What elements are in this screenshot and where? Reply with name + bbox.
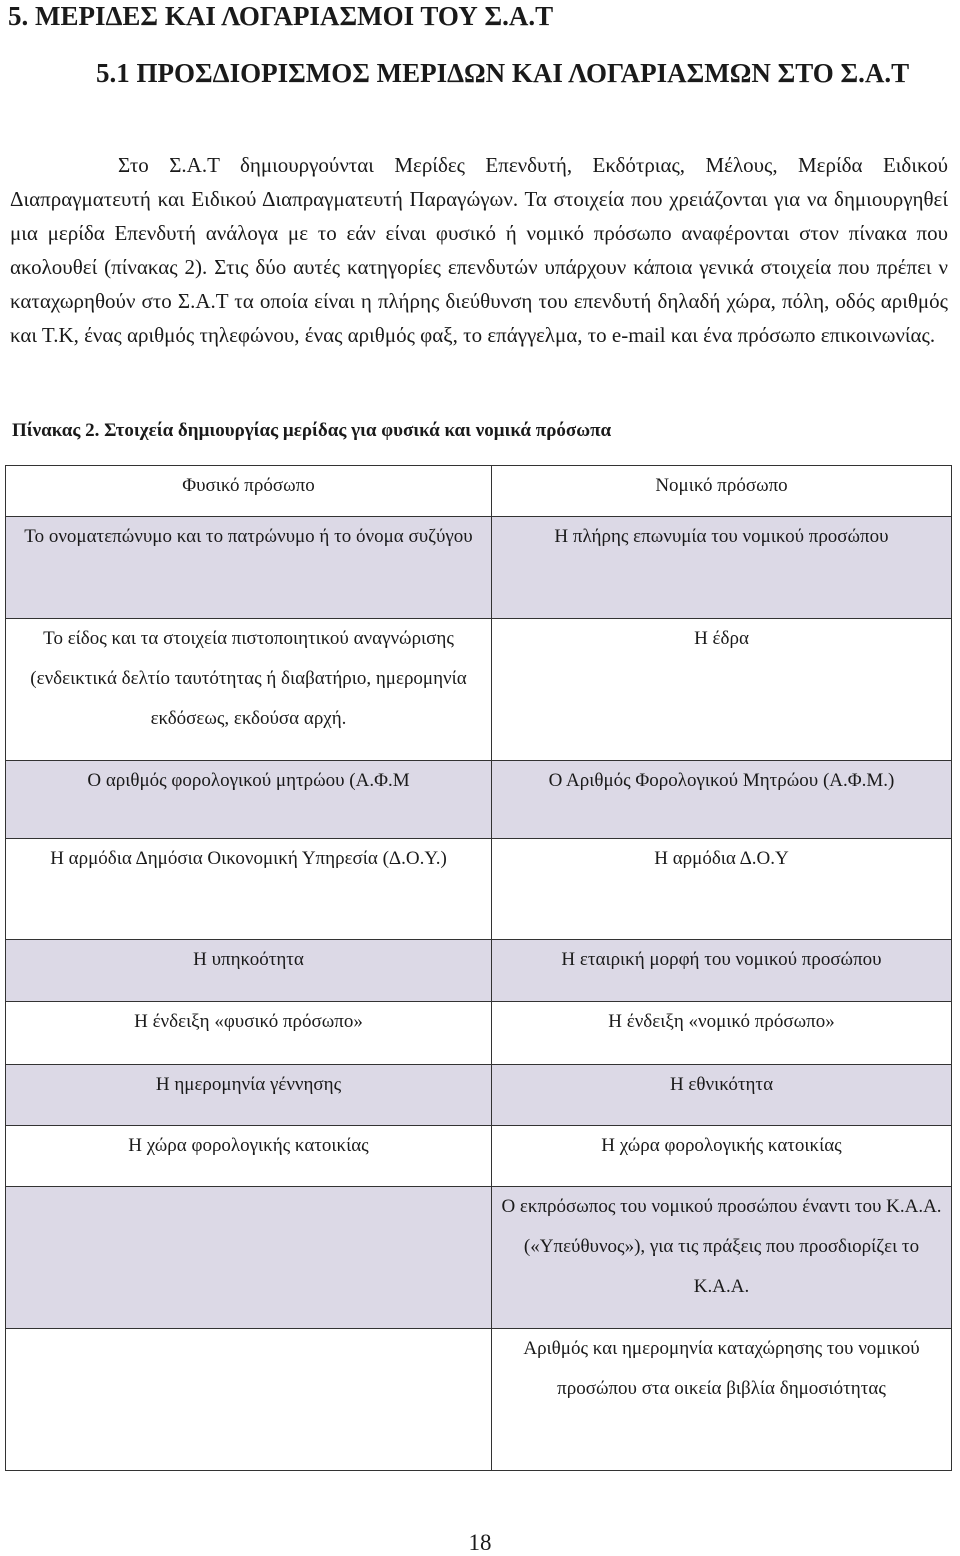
table-cell: Η ένδειξη «φυσικό πρόσωπο» xyxy=(6,1002,492,1065)
table-row xyxy=(6,940,952,1002)
page-number: 18 xyxy=(468,1530,492,1555)
table-cell: Η έδρα xyxy=(492,619,952,761)
table-cell: Η υπηκοότητα xyxy=(6,940,492,1002)
header-cell-legal-person: Νομικό πρόσωπο xyxy=(492,466,952,517)
table-cell: Αριθμός και ημερομηνία καταχώρησης του νομικού προσώπου στα οικεία βιβλία δημοσιότητας xyxy=(492,1329,952,1471)
section-heading: 5. ΜΕΡΙΔΕΣ ΚΑΙ ΛΟΓΑΡΙΑΣΜΟΙ ΤΟΥ Σ.Α.Τ xyxy=(8,1,554,31)
table-cell: Η χώρα φορολογικής κατοικίας xyxy=(492,1126,952,1187)
table-cell: Η εθνικότητα xyxy=(492,1065,952,1126)
subsection-heading: 5.1 ΠΡΟΣΔΙΟΡΙΣΜΟΣ ΜΕΡΙΔΩΝ ΚΑΙ ΛΟΓΑΡΙΑΣΜΩΝ ΣΤΟ Σ.Α.Τ xyxy=(96,58,910,88)
table-cell: Η ημερομηνία γέννησης xyxy=(6,1065,492,1126)
table-cell: Η αρμόδια Δημόσια Οικονομική Υπηρεσία (Δ.Ο.Υ.) xyxy=(6,839,492,940)
table-cell: Ο αριθμός φορολογικού μητρώου (Α.Φ.Μ xyxy=(6,761,492,839)
table-caption: Πίνακας 2. Στοιχεία δημιουργίας μερίδας για φυσικά και νομικά πρόσωπα xyxy=(12,420,612,441)
table-row xyxy=(6,1187,952,1329)
table-cell: Η πλήρης επωνυμία του νομικού προσώπου xyxy=(492,517,952,619)
table-row xyxy=(6,839,952,940)
table-row xyxy=(6,1329,952,1471)
table-row xyxy=(6,619,952,761)
table-cell: Ο Αριθμός Φορολογικού Μητρώου (Α.Φ.Μ.) xyxy=(492,761,952,839)
table-header-row xyxy=(6,466,952,517)
table-cell: Η χώρα φορολογικής κατοικίας xyxy=(6,1126,492,1187)
table-cell xyxy=(6,1187,492,1329)
body-paragraph xyxy=(10,148,948,352)
table-cell: Το είδος και τα στοιχεία πιστοποιητικού αναγνώρισης (ενδεικτικά δελτίο ταυτότητας ή διαβατήριο, ημερομηνία εκδόσεως, εκδούσα αρχή. xyxy=(6,619,492,761)
header-cell-natural-person: Φυσικό πρόσωπο xyxy=(6,466,492,517)
table-row xyxy=(6,1126,952,1187)
table-row xyxy=(6,1002,952,1065)
table-row xyxy=(6,517,952,619)
table-row xyxy=(6,1065,952,1126)
table-cell: Η αρμόδια Δ.Ο.Υ xyxy=(492,839,952,940)
table-cell xyxy=(6,1329,492,1471)
table-cell: Η ένδειξη «νομικό πρόσωπο» xyxy=(492,1002,952,1065)
table-cell: Ο εκπρόσωπος του νομικού προσώπου έναντι του Κ.Α.Α. («Υπεύθυνος»), για τις πράξεις που προσδιορίζει το Κ.Α.Α. xyxy=(492,1187,952,1329)
body-paragraph-text: Στο Σ.Α.Τ δημιουργούνται Μερίδες Επενδυτή, Εκδότριας, Μέλους, Μερίδα Ειδικού Διαπραγματευτή και Ειδικού Διαπραγματευτή Παραγώγων. Τα στοιχεία που χρειάζονται για να δημιουργηθεί μια μερίδα Επενδυτή ανάλογα με το εάν είναι φυσικό ή νομικό πρόσωπο αναφέρονται στον πίνακα που ακολουθεί (πίνακας 2). Στις δύο αυτές κατηγορίες επενδυτών υπάρχουν κάποια γενικά στοιχεία που πρέπει ν καταχωρηθούν στο Σ.Α.Τ τα οποία είναι η πλήρης διεύθυνση του επενδυτή δηλαδή χώρα, πόλη, οδός αριθμός και Τ.Κ, ένας αριθμός τηλεφώνου, ένας αριθμός φαξ, το επάγγελμα, το e-mail και ένα πρόσωπο επικοινωνίας. xyxy=(10,153,948,347)
table-cell: Το ονοματεπώνυμο και το πατρώνυμο ή το όνομα συζύγου xyxy=(6,517,492,619)
table-row xyxy=(6,761,952,839)
data-table xyxy=(5,465,952,1471)
table-cell: Η εταιρική μορφή του νομικού προσώπου xyxy=(492,940,952,1002)
